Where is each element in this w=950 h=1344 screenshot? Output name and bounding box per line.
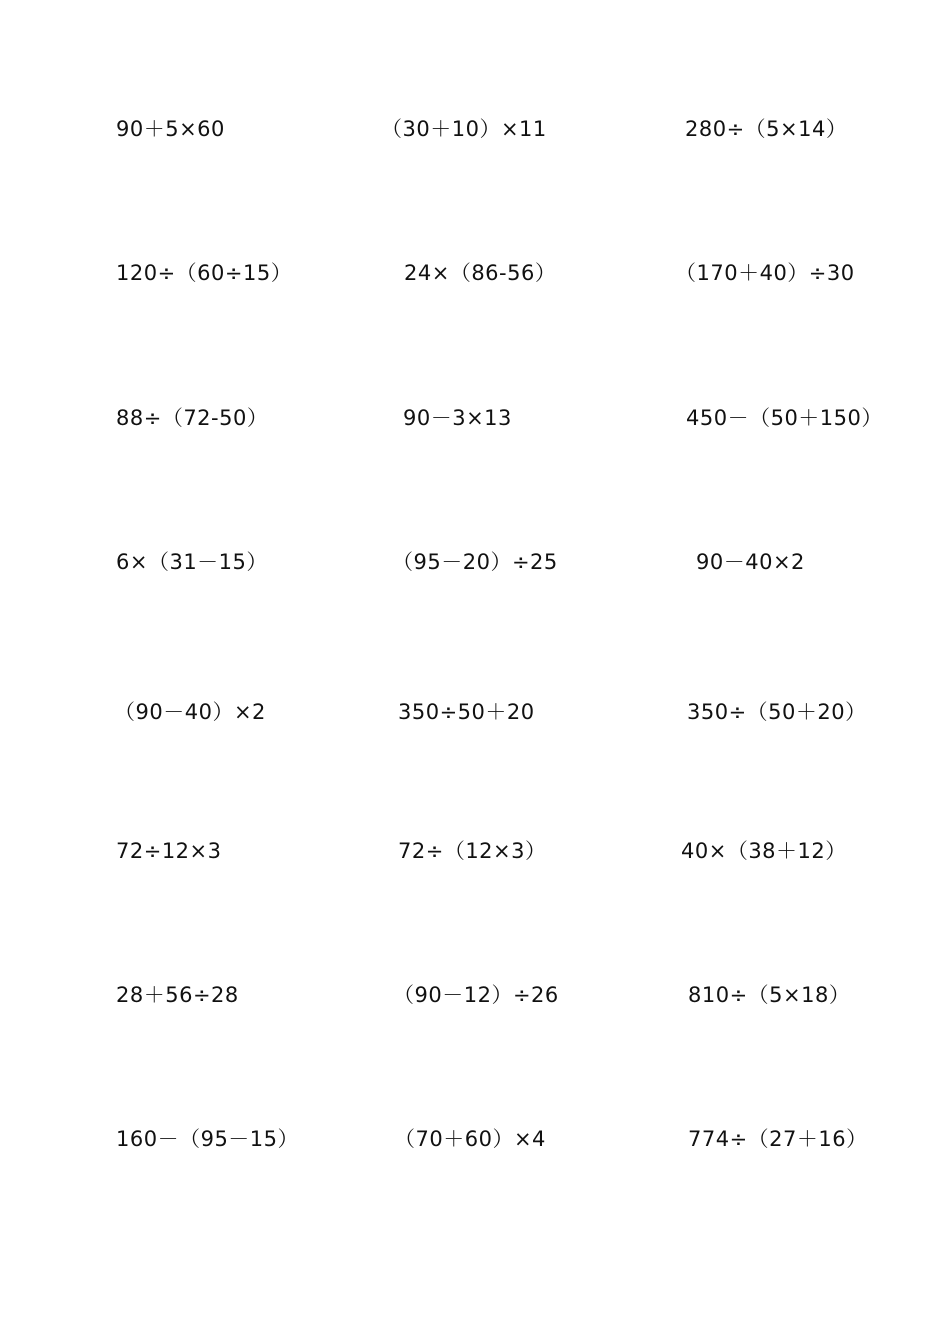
problem-expression: 88÷（72-50）	[116, 406, 269, 430]
problem-expression: 350÷（50＋20）	[687, 700, 867, 724]
problem-expression: 72÷12×3	[116, 839, 222, 863]
problem-expression: 72÷（12×3）	[398, 839, 547, 863]
problem-expression: （70＋60）×4	[394, 1127, 546, 1151]
problem-row	[0, 258, 950, 288]
problem-row	[0, 697, 950, 727]
problem-expression: 24×（86-56）	[404, 261, 557, 285]
problem-expression: （90－40）×2	[114, 700, 266, 724]
problem-expression: （30＋10）×11	[381, 117, 547, 141]
problem-expression: 350÷50＋20	[398, 700, 535, 724]
problem-row	[0, 403, 950, 433]
problem-expression: 28＋56÷28	[116, 983, 239, 1007]
problem-expression: 774÷（27＋16）	[688, 1127, 868, 1151]
problem-expression: 450－（50＋150）	[686, 406, 883, 430]
problem-expression: 40×（38＋12）	[681, 839, 847, 863]
problem-row	[0, 980, 950, 1010]
problem-expression: （170＋40）÷30	[675, 261, 855, 285]
problem-row	[0, 836, 950, 866]
problem-row	[0, 547, 950, 577]
problem-expression: （90－12）÷26	[393, 983, 559, 1007]
problem-expression: 280÷（5×14）	[685, 117, 848, 141]
problem-expression: 90－40×2	[696, 550, 805, 574]
problem-expression: 160－（95－15）	[116, 1127, 300, 1151]
problem-expression: （95－20）÷25	[392, 550, 558, 574]
problem-row	[0, 1124, 950, 1154]
problem-row	[0, 114, 950, 144]
problem-expression: 90－3×13	[403, 406, 512, 430]
problem-expression: 6×（31－15）	[116, 550, 268, 574]
problem-expression: 120÷（60÷15）	[116, 261, 293, 285]
problem-expression: 90＋5×60	[116, 117, 225, 141]
problem-expression: 810÷（5×18）	[688, 983, 851, 1007]
